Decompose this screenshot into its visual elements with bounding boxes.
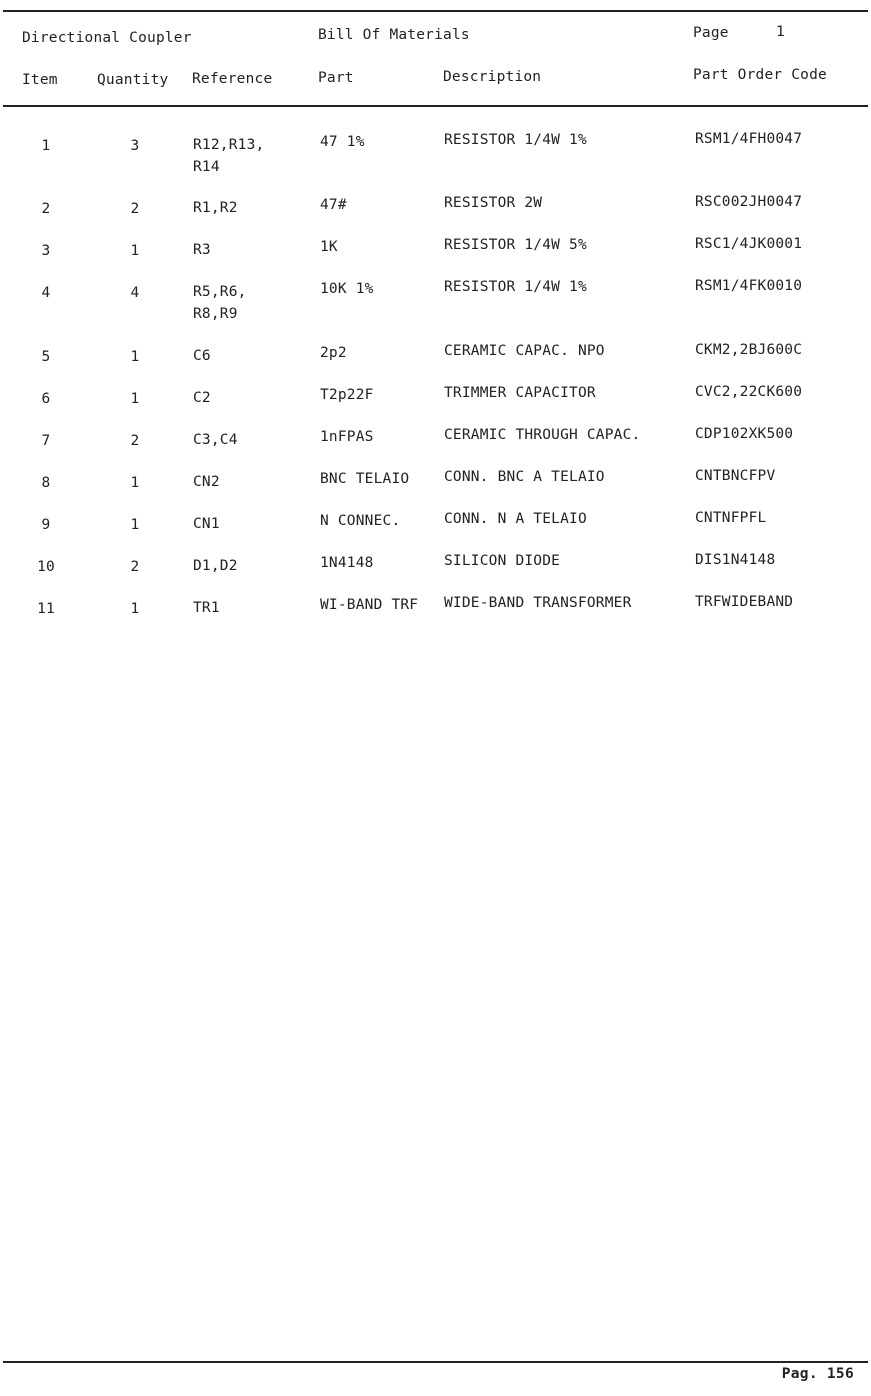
row-quantity: 1 <box>130 349 140 365</box>
row-reference-line: R1,R2 <box>193 200 238 216</box>
row-reference <box>193 387 211 409</box>
row-quantity: 4 <box>130 285 140 301</box>
row-part: 10K 1% <box>320 281 374 297</box>
row-quantity: 2 <box>130 559 140 575</box>
row-order-code: RSC1/4JK0001 <box>695 236 803 252</box>
row-quantity: 2 <box>130 201 140 217</box>
row-reference <box>193 345 211 367</box>
document-title: Directional Coupler <box>22 30 192 46</box>
row-part: BNC TELAIO <box>320 471 410 487</box>
row-quantity: 3 <box>130 138 140 154</box>
row-reference-line: R5,R6, <box>193 284 247 300</box>
column-header-reference: Reference <box>192 71 273 87</box>
row-reference-line: R14 <box>193 159 220 175</box>
row-reference <box>193 239 211 261</box>
row-order-code: CDP102XK500 <box>695 426 794 442</box>
row-item-number: 9 <box>41 517 51 533</box>
row-order-code: TRFWIDEBAND <box>695 594 794 610</box>
row-order-code: CNTNFPFL <box>695 510 767 526</box>
row-reference-line: R12,R13, <box>193 137 265 153</box>
row-part: N CONNEC. <box>320 513 401 529</box>
column-header-item: Item <box>22 72 58 88</box>
row-reference-line: R8,R9 <box>193 306 238 322</box>
row-order-code: RSC002JH0047 <box>695 194 803 210</box>
row-reference-line: C3,C4 <box>193 432 238 448</box>
row-quantity: 1 <box>130 475 140 491</box>
document-type: Bill Of Materials <box>318 27 470 43</box>
row-part: 47 1% <box>320 134 365 150</box>
row-reference <box>193 597 220 619</box>
row-description: WIDE-BAND TRANSFORMER <box>444 595 632 611</box>
row-reference <box>193 555 238 577</box>
row-order-code: RSM1/4FK0010 <box>695 278 803 294</box>
column-header-description: Description <box>443 69 542 85</box>
row-quantity: 1 <box>130 517 140 533</box>
row-reference-line: CN1 <box>193 516 220 532</box>
row-reference-line: D1,D2 <box>193 558 238 574</box>
row-part: WI-BAND TRF <box>320 597 419 613</box>
row-item-number: 1 <box>41 138 51 154</box>
row-order-code: CNTBNCFPV <box>695 468 776 484</box>
row-order-code: CVC2,22CK600 <box>695 384 803 400</box>
row-reference-line: R3 <box>193 242 211 258</box>
row-description: CONN. N A TELAIO <box>444 511 587 527</box>
row-reference-line: C2 <box>193 390 211 406</box>
row-item-number: 8 <box>41 475 51 491</box>
row-description: CONN. BNC A TELAIO <box>444 469 605 485</box>
row-order-code: CKM2,2BJ600C <box>695 342 803 358</box>
row-part: 47# <box>320 197 347 213</box>
row-item-number: 7 <box>41 433 51 449</box>
row-description: RESISTOR 2W <box>444 195 543 211</box>
row-description: RESISTOR 1/4W 1% <box>444 132 587 148</box>
row-quantity: 1 <box>130 391 140 407</box>
row-item-number: 4 <box>41 285 51 301</box>
column-header-quantity: Quantity <box>97 72 169 88</box>
row-part: T2p22F <box>320 387 374 403</box>
row-reference <box>193 513 220 535</box>
row-reference-line: CN2 <box>193 474 220 490</box>
header-rule <box>3 105 868 107</box>
row-part: 1N4148 <box>320 555 374 571</box>
row-reference <box>193 471 220 493</box>
row-quantity: 1 <box>130 243 140 259</box>
row-part: 1nFPAS <box>320 429 374 445</box>
page-number: 1 <box>776 24 785 40</box>
row-item-number: 2 <box>41 201 51 217</box>
row-description: CERAMIC CAPAC. NPO <box>444 343 605 359</box>
row-part: 2p2 <box>320 345 347 361</box>
footer-page-number: Pag. 156 <box>781 1366 854 1382</box>
row-item-number: 10 <box>37 559 55 575</box>
row-item-number: 5 <box>41 349 51 365</box>
row-order-code: DIS1N4148 <box>695 552 776 568</box>
row-reference-line: C6 <box>193 348 211 364</box>
row-item-number: 11 <box>37 601 55 617</box>
column-header-order-code: Part Order Code <box>693 67 827 83</box>
top-rule <box>3 10 868 12</box>
row-description: SILICON DIODE <box>444 553 561 569</box>
page-label: Page <box>693 25 729 41</box>
row-reference <box>193 134 264 178</box>
row-quantity: 1 <box>130 601 140 617</box>
row-description: RESISTOR 1/4W 1% <box>444 279 587 295</box>
row-reference <box>193 429 238 451</box>
column-header-part: Part <box>318 70 354 86</box>
row-part: 1K <box>320 239 338 255</box>
row-reference <box>193 281 247 325</box>
row-order-code: RSM1/4FH0047 <box>695 131 803 147</box>
row-item-number: 3 <box>41 243 51 259</box>
row-description: CERAMIC THROUGH CAPAC. <box>444 427 641 443</box>
row-reference <box>193 197 238 219</box>
row-description: TRIMMER CAPACITOR <box>444 385 596 401</box>
row-quantity: 2 <box>130 433 140 449</box>
row-description: RESISTOR 1/4W 5% <box>444 237 587 253</box>
bottom-rule <box>3 1361 868 1363</box>
row-item-number: 6 <box>41 391 51 407</box>
row-reference-line: TR1 <box>193 600 220 616</box>
